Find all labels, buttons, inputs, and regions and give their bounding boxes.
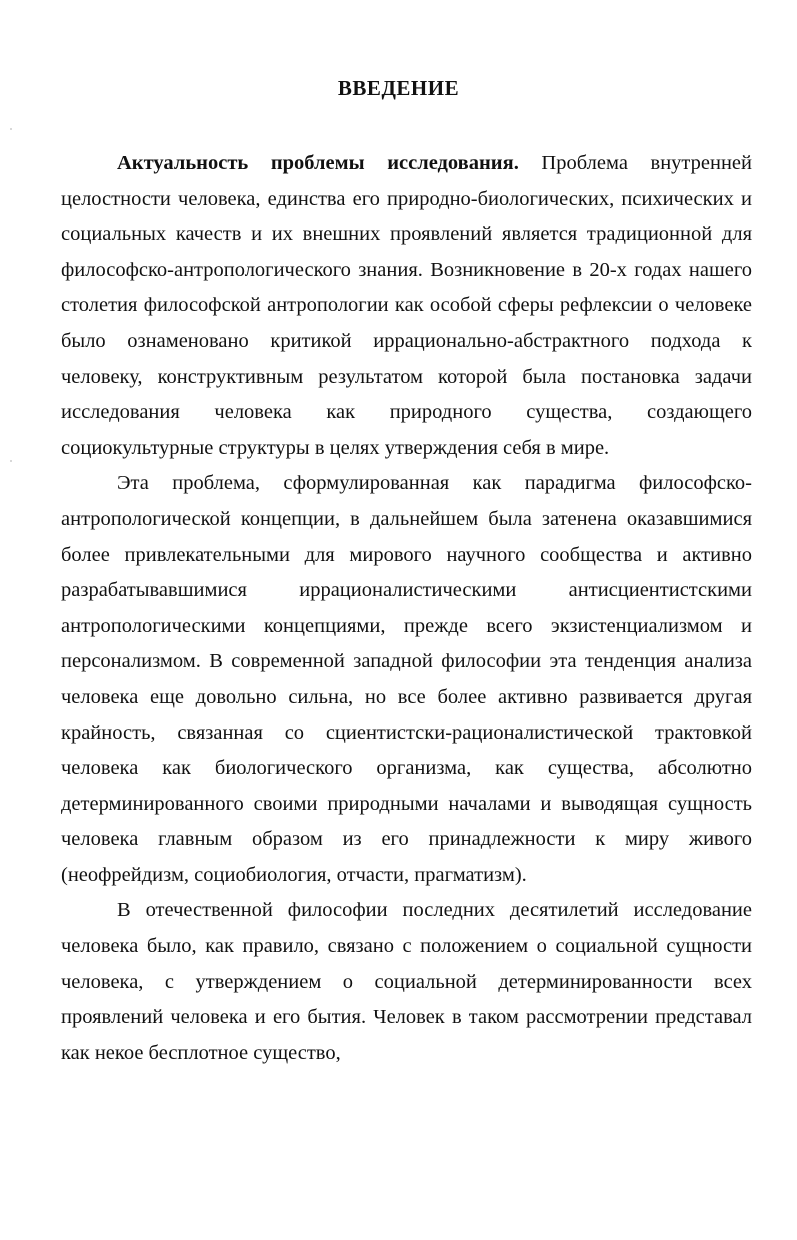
paragraph-text: Проблема внутренней целостности человека, единства его природно-биологических, психических и социальных качеств и их внешних проявлений является традиционной для философско-антропологического знания. Возникновение в 20-х годах нашего столетия философской антропологии как особой сферы рефлексии о человеке было ознаменовано критикой иррационально-абстрактного подхода к человеку, конструктивным результатом которой была постановка задачи исследования человека как природного существа, создающего социокультурные структуры в целях утверждения себя в мире. [61,152,752,459]
paragraph-western-philosophy [61,466,752,893]
document-body [61,146,752,1071]
scan-mark [10,460,12,462]
paragraph-relevance [61,146,752,466]
paragraph-text: В отечественной философии последних десятилетий исследование человека было, как правило, связано с положением о социальной сущности человека, с утверждением о социальной детерминированности всех проявлений человека и его бытия. Человек в таком рассмотрении представал как некое бесплотное существо, [61,899,752,1064]
paragraph-lead-heading: Актуальность проблемы исследования. [117,152,519,174]
paragraph-text: Эта проблема, сформулированная как парадигма философско-антропологической концепции, в дальнейшем была затенена оказавшимися более привлекательными для мирового научного сообщества и активно разрабатывавшимися иррационалистическими антисциентистскими антропологическими концепциями, прежде всего экзистенциализмом и персонализмом. В современной западной философии эта тенденция анализа человека еще довольно сильна, но все более активно развивается другая крайность, связанная со сциентистски-рационалистической трактовкой человека как биологического организма, как существа, абсолютно детерминированного своими природными началами и выводящая сущность человека главным образом из его принадлежности к миру живого (неофрейдизм, социобиология, отчасти, прагматизм). [61,472,752,886]
scan-mark [10,128,12,130]
paragraph-domestic-philosophy [61,893,752,1071]
page-title: ВВЕДЕНИЕ [337,76,460,100]
